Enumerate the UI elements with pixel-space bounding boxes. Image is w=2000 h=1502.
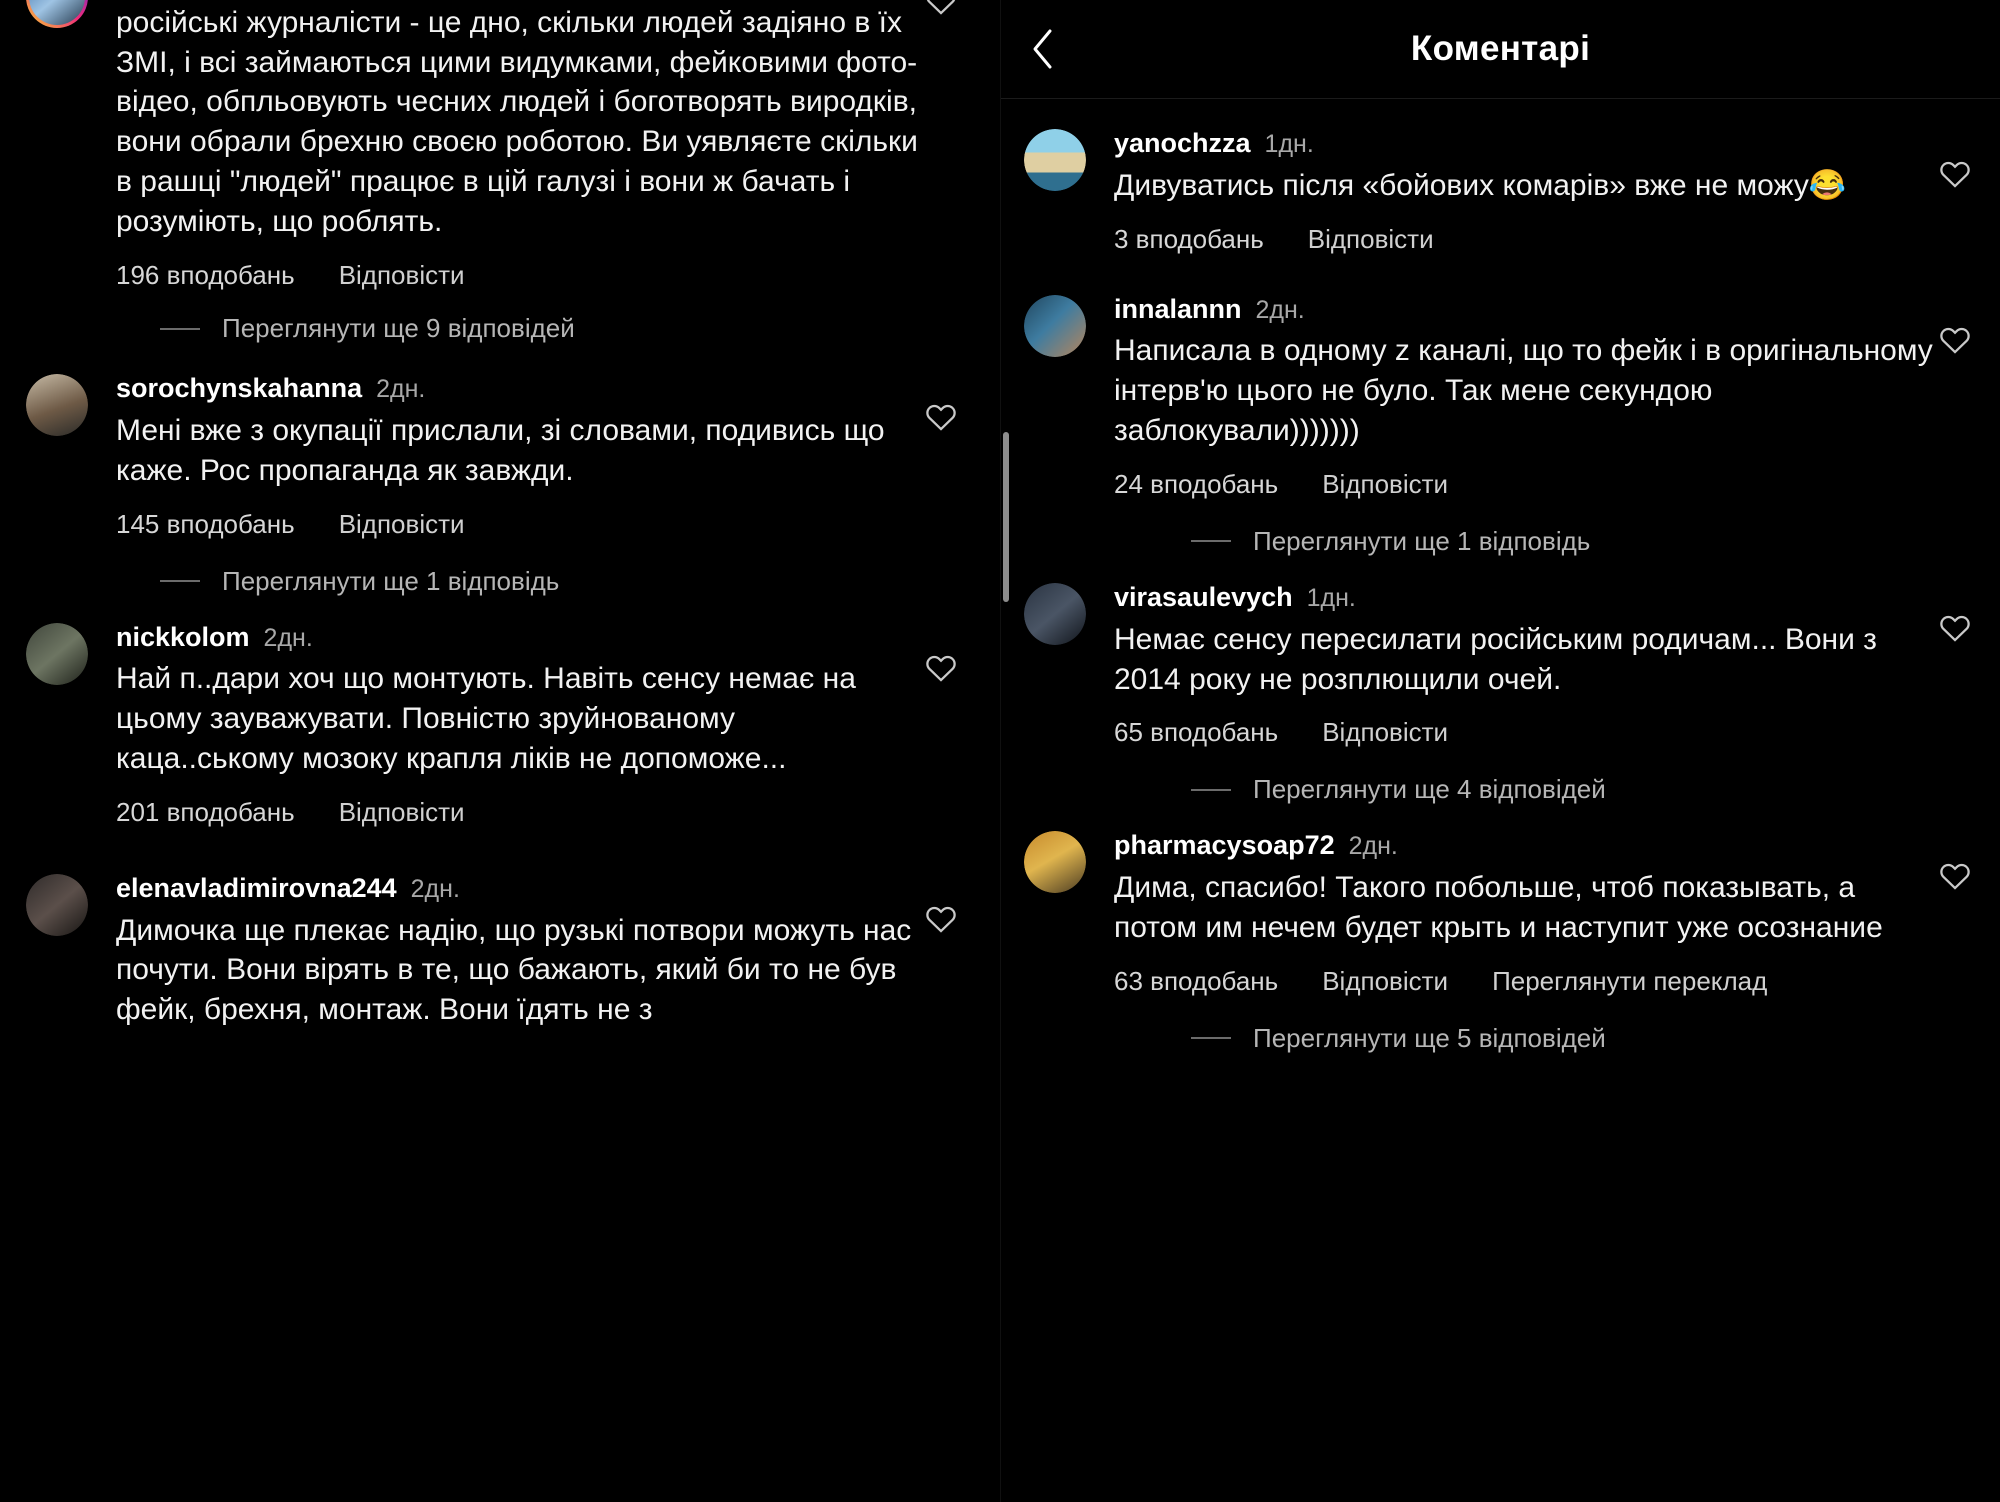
view-replies-label: Переглянути ще 4 відповідей: [1253, 774, 1606, 805]
comment-likes-count[interactable]: 145 вподобань: [116, 508, 295, 539]
divider-line: [160, 580, 200, 582]
comment-item[interactable]: [0, 623, 1000, 828]
comment-reply-button[interactable]: Відповісти: [338, 796, 465, 827]
view-translation-button[interactable]: Переглянути переклад: [1492, 965, 1768, 996]
divider-line: [1191, 789, 1231, 791]
comment-item[interactable]: [1001, 831, 2000, 996]
comment-timestamp: 1дн.: [1264, 130, 1314, 158]
comment-timestamp: 2дн.: [410, 874, 460, 903]
avatar[interactable]: [1024, 583, 1086, 645]
comment-likes-count[interactable]: 201 вподобань: [116, 796, 295, 827]
comment-item[interactable]: [0, 874, 1000, 1030]
view-replies-button[interactable]: [160, 313, 1000, 344]
comment-text: Написала в одному z каналі, що то фейк і в оригінальному інтерв'ю цього не було. Так мене секундою заблокували))))))): [1114, 334, 1942, 448]
right-comments-pane: [1001, 0, 2000, 1502]
comment-meta: [116, 509, 920, 540]
comment-username[interactable]: elenavladimirovna244: [116, 872, 397, 903]
view-replies-label: Переглянути ще 5 відповідей: [1253, 1022, 1606, 1053]
comment-meta: [1114, 469, 1940, 500]
comment-timestamp: 2дн.: [1255, 295, 1305, 324]
avatar[interactable]: [26, 874, 88, 936]
comment-likes-count[interactable]: 63 вподобань: [1114, 965, 1279, 996]
like-icon[interactable]: [1938, 323, 1972, 357]
like-icon[interactable]: [924, 902, 958, 936]
comment-text: Дима, спасибо! Такого побольше, чтоб показывать, а потом им нечем будет крыть и наступит уже осознание: [1114, 871, 1883, 944]
comment-reply-button[interactable]: Відповісти: [1307, 223, 1434, 254]
divider-line: [1191, 540, 1231, 542]
comment-username[interactable]: pharmacysoap72: [1114, 830, 1335, 861]
comment-likes-count[interactable]: 196 вподобань: [116, 260, 295, 291]
comment-header: [116, 874, 920, 904]
page-title: Коментарі: [1410, 29, 1591, 68]
comment-meta: [1114, 224, 1940, 255]
like-icon[interactable]: [924, 400, 958, 434]
divider-line: [1191, 1037, 1231, 1039]
comment-text: Най п..дари хоч що монтують. Навіть сенсу немає на цьому зауважувати. Повністю зруйнованому каца..ському мозоку крапля ліків не допоможе...: [116, 662, 865, 775]
comment-username[interactable]: virasaulevych: [1114, 581, 1293, 612]
comment-text: російські журналісти - це дно, скільки людей задіяно в їх ЗМІ, і всі займаються цими видумками, фейковими фото-відео, обпльовують чесних людей і боготворять виродків, вони обрали брехню своєю роботою. Ви уявляєте скільки в рашці "людей" працює в цій галузі і вони ж бачать і розуміють, що роблять.: [116, 5, 927, 239]
like-icon[interactable]: [1938, 859, 1972, 893]
comment-timestamp: 1дн.: [1306, 583, 1356, 612]
comment-meta: [116, 797, 920, 828]
view-replies-button[interactable]: [1191, 526, 2000, 557]
comment-timestamp: 2дн.: [263, 623, 313, 652]
comment-item[interactable]: [1001, 583, 2000, 748]
like-icon[interactable]: [1938, 157, 1972, 191]
comment-header: [1114, 583, 1940, 613]
avatar[interactable]: [1024, 129, 1086, 191]
comment-likes-count[interactable]: 65 вподобань: [1114, 717, 1279, 748]
view-replies-label: Переглянути ще 1 відповідь: [1253, 525, 1591, 556]
comment-meta: [1114, 717, 1940, 748]
comment-text: Дивуватись після «бойових комарів» вже не можу😂: [1114, 168, 1847, 202]
comment-item[interactable]: [1001, 295, 2000, 500]
avatar[interactable]: [26, 623, 88, 685]
comment-username[interactable]: nickkolom: [116, 621, 250, 652]
comments-header: [1001, 0, 2000, 99]
comment-likes-count[interactable]: 3 вподобань: [1114, 223, 1264, 254]
comment-username[interactable]: sorochynskahanna: [116, 373, 363, 404]
comment-header: [1114, 295, 1940, 325]
avatar[interactable]: [26, 0, 88, 28]
comment-reply-button[interactable]: Відповісти: [338, 508, 465, 539]
comment-item[interactable]: [0, 0, 1000, 291]
comment-likes-count[interactable]: 24 вподобань: [1114, 468, 1279, 499]
like-icon[interactable]: [924, 651, 958, 685]
comment-reply-button[interactable]: Відповісти: [1322, 717, 1449, 748]
avatar[interactable]: [1024, 831, 1086, 893]
comment-meta: [116, 260, 920, 291]
chevron-left-icon[interactable]: [1023, 29, 1063, 69]
comment-header: [1114, 129, 1940, 159]
comment-meta: [1114, 966, 1940, 997]
view-replies-button[interactable]: [1191, 774, 2000, 805]
view-replies-label: Переглянути ще 1 відповідь: [222, 565, 560, 596]
comment-item[interactable]: [0, 374, 1000, 539]
view-replies-button[interactable]: [1191, 1023, 2000, 1054]
comment-header: [1114, 831, 1940, 861]
comment-username[interactable]: innalannn: [1114, 293, 1242, 324]
avatar[interactable]: [1024, 295, 1086, 357]
comment-username[interactable]: yanochzza: [1114, 128, 1251, 158]
left-comments-scroll[interactable]: [0, 0, 1000, 1030]
comment-timestamp: 2дн.: [376, 375, 426, 404]
comment-text: Мені вже з окупації прислали, зі словами, подивись що каже. Рос пропаганда як завжди.: [116, 413, 893, 487]
comment-header: [116, 374, 920, 404]
comment-reply-button[interactable]: Відповісти: [1322, 468, 1449, 499]
like-icon[interactable]: [1938, 611, 1972, 645]
view-replies-label: Переглянути ще 9 відповідей: [222, 313, 575, 344]
like-icon[interactable]: [924, 0, 958, 18]
comment-reply-button[interactable]: Відповісти: [338, 260, 465, 291]
comment-text: Немає сенсу пересилати російським родичам... Вони з 2014 року не розплющили очей.: [1114, 622, 1894, 696]
comment-reply-button[interactable]: Відповісти: [1322, 965, 1449, 996]
avatar[interactable]: [26, 374, 88, 436]
comment-timestamp: 2дн.: [1348, 832, 1398, 861]
comment-item[interactable]: [1001, 129, 2000, 255]
view-replies-button[interactable]: [160, 566, 1000, 597]
divider-line: [160, 328, 200, 330]
comment-text: Димочка ще плекає надію, що рузькі потвори можуть нас почути. Вони вірять в те, що бажають, який би то не був фейк, брехня, монтаж. Вони їдять не з: [116, 913, 920, 1027]
comment-header: [116, 623, 920, 653]
